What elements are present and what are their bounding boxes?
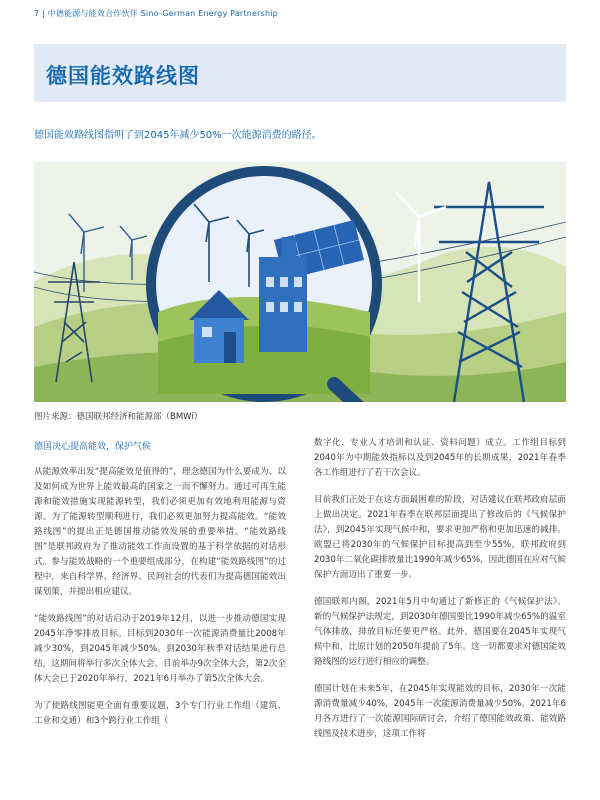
paragraph: 德国计划在未来5年，在2045年实现能效的目标，2030年一次能源消费量减少40%，2045年一次能源消费量减少50%。2021年6月各方进行了一次能源国际研讨会，介绍了德国能效政策、能效路线图及技术进步，这项工作将 bbox=[314, 684, 566, 739]
paragraph: 目前我们正处于在这方面最困难的阶段，对话建议在联邦政府层面上做出决定。2021年春季在联邦层面提出了修改后的《气候保护法》，到2045年实现气候中和，要求更加严格和更加迅速的减排。欧盟已将2030年的气候保护目标提高到至少55%，联邦政府到2030年二氧化碳排放量比1990年减少65%，因此德国在应对气候保护方面迈出了重要一步。 bbox=[314, 495, 566, 580]
title-band bbox=[34, 44, 566, 102]
hero-illustration bbox=[34, 162, 566, 402]
paragraph: 从能源效率出发“提高能效是值得的”，理念德国为什么要成为、以及如何成为世界上能效最高的国家之一而不懈努力。通过可再生能源和能效措施实现能源转型，我们必须更加有效地利用能源与资源。为了能源转型顺利进行，我们必须更加努力提高能效。“能效路线图”的提出正是德国推动能效发展的重要举措。“能效路线图”是联邦政府为了推动能效工作而设置的基于科学依据的对话形式。参与能效战略的一个重要组成部分，在构建“能效路线图”的过程中，来自科学界、经济界、民间社会的代表们为提高德国能效出谋划策，并提出相应建议。 bbox=[34, 467, 286, 597]
paragraph: 德国联邦内阁，2021年5月中旬通过了新修正的《气候保护法》。新的气候保护法规定，到2030年德国要比1990年减少65%的温室气体排放，排放目标还要更严格。此外，德国要在2045年实现气候中和，比原计划的2050年提前了5年。这一切都要求对德国能效路线图的运行进行相应的调整。 bbox=[314, 597, 566, 667]
paragraph: “能效路线图”的对话启动于2019年12月，以进一步推动德国实现2045年净零排放目标。目标到2030年一次能源消费量比2008年减少30%，到2045年减少50%。到2030年秋季对话结果进行总结，这期间将举行多次全体大会。目前举办9次全体大会，第2次全体大会已于2020年举行，2021年6月举办了第5次全体大会。 bbox=[34, 614, 286, 684]
figure-caption: 图片来源：德国联邦经济和能源部（BMWi） bbox=[34, 412, 203, 422]
running-header: 7 | 中德能源与能效合作伙伴 Sino-German Energy Partnership bbox=[34, 9, 278, 18]
section-heading: 德国决心提高能效，保护气候 bbox=[34, 442, 152, 452]
left-column bbox=[34, 440, 286, 741]
page-title: 德国能效路线图 bbox=[46, 64, 200, 88]
page-subtitle: 德国能效路线图指明了到2045年减少50%一次能源消费的路径。 bbox=[34, 130, 322, 141]
paragraph: 为了使路线图能更全面有重要议题，3个专门行业工作组（建筑、工业和交通）和3个跨行业工作组（ bbox=[34, 701, 286, 726]
paragraph: 数字化、专业人才培训和认证、资料问题）成立。工作组目标到2040年为中期能效指标以及到2045年的长期成果，2021年春季各工作组进行了若干次会议。 bbox=[314, 438, 566, 478]
right-column bbox=[314, 436, 566, 754]
